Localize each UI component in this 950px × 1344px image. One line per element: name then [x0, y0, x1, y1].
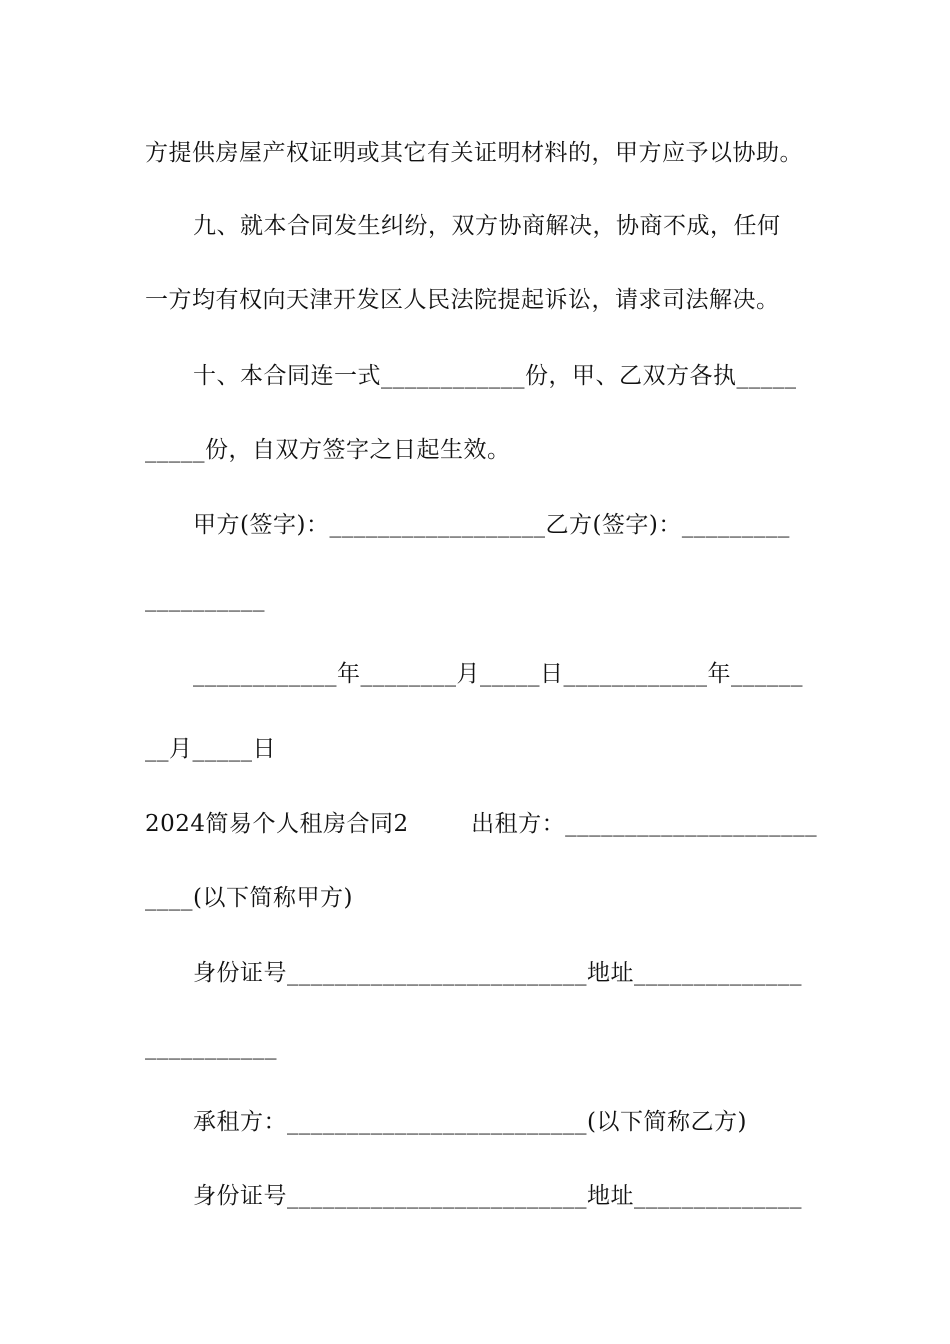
id-address-line: 身份证号_________________________地址______________	[193, 960, 802, 986]
address-continued-line: ___________	[145, 1034, 277, 1060]
lessee-line: 承租方：_________________________(以下简称乙方)	[193, 1109, 747, 1135]
paragraph-line: 方提供房屋产权证明或其它有关证明材料的，甲方应予以协助。	[145, 140, 803, 166]
date-line: ____________年________月_____日____________年______	[193, 661, 803, 687]
id-address-line: 身份证号_________________________地址______________	[193, 1183, 802, 1209]
contract-title-line: 2024简易个人租房合同2 出租方：_____________________	[145, 811, 818, 837]
clause-9-line: 九、就本合同发生纠纷，双方协商解决，协商不成，任何	[193, 213, 781, 239]
paragraph-line: _____份，自双方签字之日起生效。	[145, 437, 511, 463]
clause-10-line: 十、本合同连一式____________份，甲、乙双方各执_____	[193, 363, 797, 389]
signature-line: 甲方(签字)：__________________乙方(签字)：_________	[193, 512, 790, 538]
lessor-line: ____(以下简称甲方)	[145, 885, 353, 911]
signature-line-continued: __________	[145, 586, 265, 612]
paragraph-line: 一方均有权向天津开发区人民法院提起诉讼，请求司法解决。	[145, 287, 780, 313]
date-line-continued: __月_____日	[145, 736, 276, 762]
